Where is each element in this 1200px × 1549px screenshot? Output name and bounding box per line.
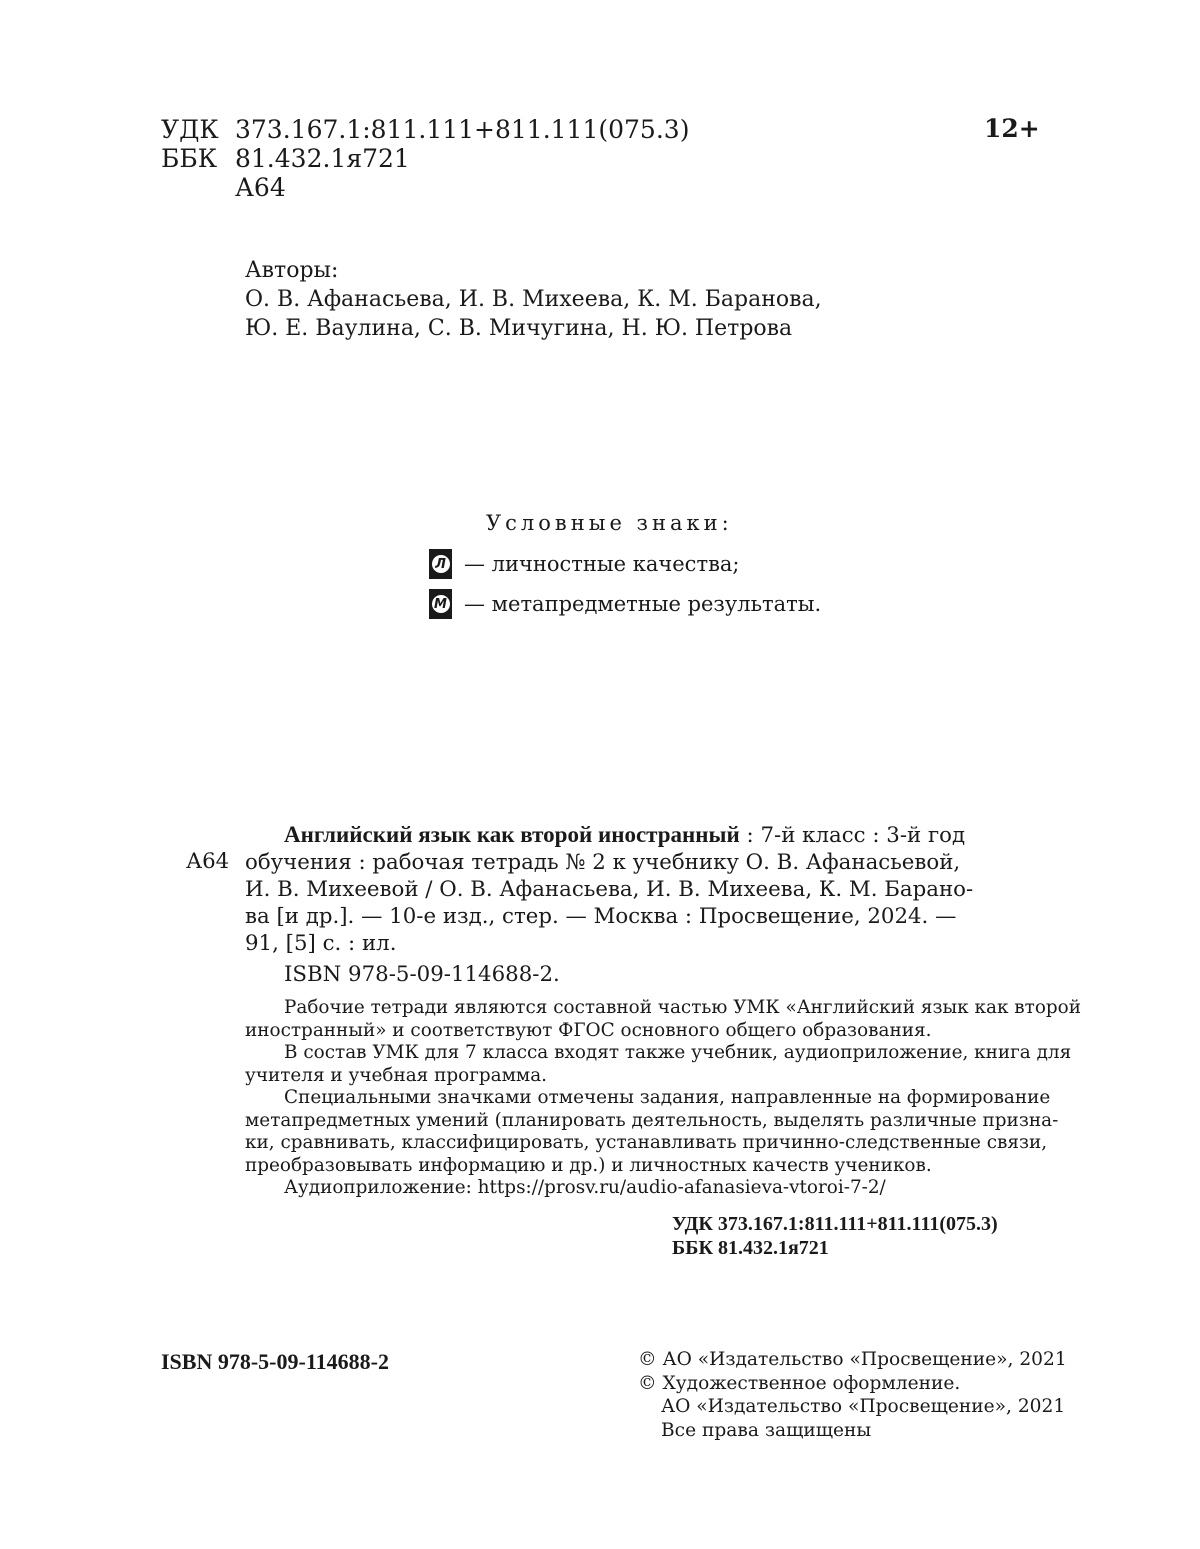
copyright-line: © Художественное оформление. — [638, 1372, 961, 1394]
classification-block — [161, 115, 689, 202]
personal-qualities-icon: Л — [429, 549, 452, 579]
annotation-line: Аудиоприложение: https://prosv.ru/audio-afanasieva-vtoroi-7-2/ — [284, 1177, 886, 1198]
authors-line-1: О. В. Афанасьева, И. В. Михеева, К. М. Баранова, — [245, 287, 822, 312]
udk-line — [161, 115, 689, 144]
annotation-line: иностранный» и соответствуют ФГОС основного общего образования. — [245, 1019, 932, 1041]
legend-text-personal: — личностные качества; — [464, 552, 740, 576]
age-rating: 12+ — [984, 114, 1040, 143]
footer-bbk: ББК 81.432.1я721 — [672, 1237, 829, 1259]
legend-title: Условные знаки: — [486, 511, 733, 535]
copyright-line: АО «Издательство «Просвещение», 2021 — [661, 1396, 1066, 1417]
meta-results-icon: М — [429, 589, 452, 619]
book-title: Английский язык как второй иностранный — [284, 822, 740, 847]
bib-line-4: ва [и др.]. — 10-е изд., стер. — Москва : Просвещение, 2024. — — [245, 904, 957, 929]
author-mark: А64 — [235, 173, 286, 202]
bib-line-5: 91, [5] с. : ил. — [245, 931, 397, 956]
legend-text-meta: — метапредметные результаты. — [464, 592, 822, 616]
copyright-line: Все права защищены — [661, 1419, 872, 1441]
author-mark-line — [161, 173, 689, 202]
authors-line-2: Ю. Е. Ваулина, С. В. Мичугина, Н. Ю. Петрова — [245, 316, 793, 341]
bib-author-mark: А64 — [186, 849, 230, 874]
annotation — [245, 997, 1081, 1200]
legend-item-personal — [429, 549, 739, 579]
authors-block — [245, 256, 822, 343]
bbk-line — [161, 144, 689, 173]
bbk-value: 81.432.1я721 — [235, 144, 410, 173]
bib-isbn: ISBN 978-5-09-114688-2. — [284, 962, 560, 987]
bbk-label: ББК — [161, 144, 218, 173]
annotation-line: В состав УМК для 7 класса входят также учебник, аудиоприложение, книга для — [284, 1042, 1072, 1063]
footer-udk: УДК 373.167.1:811.111+811.111(075.3) — [672, 1213, 998, 1235]
bibliographic-description — [245, 821, 1065, 988]
legend-item-meta — [429, 589, 821, 619]
udk-label: УДК — [161, 115, 219, 144]
authors-heading: Авторы: — [245, 258, 339, 283]
footer-codes — [672, 1212, 998, 1260]
copyright-line: © АО «Издательство «Просвещение», 2021 — [638, 1349, 1067, 1370]
annotation-line: учителя и учебная программа. — [245, 1064, 548, 1086]
bib-line-1: Английский язык как второй иностранный : 7-й класс : 3-й год — [284, 822, 966, 848]
copyright-block — [638, 1348, 1067, 1442]
annotation-line: метапредметных умений (планировать деятельность, выделять различные призна- — [245, 1109, 1059, 1131]
udk-value: 373.167.1:811.111+811.111(075.3) — [235, 115, 690, 144]
annotation-line: ки, сравнивать, классифицировать, устанавливать причинно-следственные связи, — [245, 1132, 1048, 1153]
annotation-line: преобразовывать информацию и др.) и личностных качеств учеников. — [245, 1154, 932, 1176]
bib-line-3: И. В. Михеевой / О. В. Афанасьева, И. В. Михеева, К. М. Барано- — [245, 877, 974, 902]
imprint-isbn: ISBN 978-5-09-114688-2 — [161, 1349, 389, 1374]
annotation-line: Специальными значками отмечены задания, направленные на формирование — [284, 1087, 1051, 1108]
bib-line-2: обучения : рабочая тетрадь № 2 к учебнику О. В. Афанасьевой, — [245, 850, 961, 875]
annotation-line: Рабочие тетради являются составной частью УМК «Английский язык как второй — [284, 997, 1081, 1018]
